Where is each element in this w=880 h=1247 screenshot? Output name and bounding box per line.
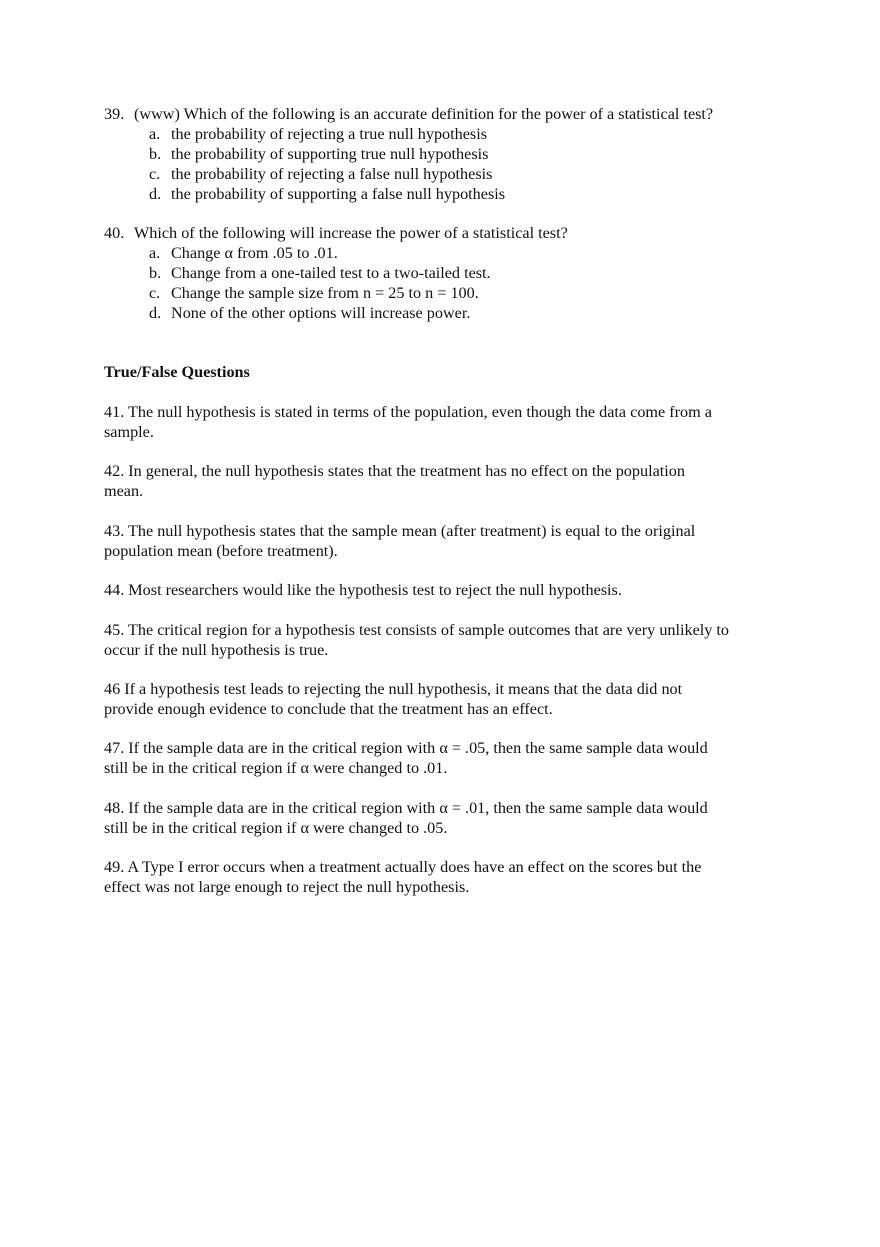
question-text: Which of the following will increase the power of a statistical test? <box>134 224 568 242</box>
option-a <box>104 243 784 263</box>
option-text: the probability of supporting a false null hypothesis <box>171 185 506 203</box>
question-line: 46 If a hypothesis test leads to rejecting the null hypothesis, it means that the data did not <box>104 680 683 698</box>
option-letter: c. <box>149 284 161 302</box>
option-letter: d. <box>149 304 162 322</box>
question-46 <box>104 679 784 719</box>
question-44 <box>104 580 784 600</box>
question-line: 42. In general, the null hypothesis states that the treatment has no effect on the population <box>104 462 685 480</box>
question-42 <box>104 461 784 501</box>
section-heading: True/False Questions <box>104 363 250 381</box>
question-text: (www) Which of the following is an accurate definition for the power of a statistical test? <box>134 105 714 123</box>
option-text: the probability of rejecting a true null hypothesis <box>171 125 488 143</box>
question-line: 45. The critical region for a hypothesis test consists of sample outcomes that are very unlikely to <box>104 621 730 639</box>
option-letter: b. <box>149 145 162 163</box>
option-c <box>104 164 784 184</box>
option-letter: b. <box>149 264 162 282</box>
question-line: 49. A Type I error occurs when a treatment actually does have an effect on the scores but the <box>104 858 702 876</box>
option-d <box>104 184 784 204</box>
question-39 <box>104 104 784 204</box>
option-letter: d. <box>149 185 162 203</box>
option-text: the probability of rejecting a false null hypothesis <box>171 165 493 183</box>
question-line: 44. Most researchers would like the hypothesis test to reject the null hypothesis. <box>104 581 622 599</box>
option-a <box>104 124 784 144</box>
question-40 <box>104 223 784 323</box>
question-line: still be in the critical region if α were changed to .05. <box>104 819 448 837</box>
question-number: 40. <box>104 224 125 242</box>
question-line: population mean (before treatment). <box>104 542 338 560</box>
option-b <box>104 144 784 164</box>
question-line: sample. <box>104 423 154 441</box>
question-45 <box>104 620 784 660</box>
option-text: Change the sample size from n = 25 to n = 100. <box>171 284 479 302</box>
question-49 <box>104 857 784 897</box>
question-41 <box>104 402 784 442</box>
question-number: 39. <box>104 105 125 123</box>
option-letter: a. <box>149 244 161 262</box>
question-47 <box>104 738 784 778</box>
question-line: still be in the critical region if α were changed to .01. <box>104 759 448 777</box>
question-43 <box>104 521 784 561</box>
option-text: None of the other options will increase power. <box>171 304 471 322</box>
question-48 <box>104 798 784 838</box>
option-letter: a. <box>149 125 161 143</box>
option-d <box>104 303 784 323</box>
question-line: 41. The null hypothesis is stated in terms of the population, even though the data come from a <box>104 403 712 421</box>
question-line: mean. <box>104 482 144 500</box>
question-line: 47. If the sample data are in the critical region with α = .05, then the same sample data would <box>104 739 708 757</box>
option-c <box>104 283 784 303</box>
option-text: the probability of supporting true null hypothesis <box>171 145 489 163</box>
option-b <box>104 263 784 283</box>
question-line: 48. If the sample data are in the critical region with α = .01, then the same sample data would <box>104 799 708 817</box>
option-text: Change α from .05 to .01. <box>171 244 338 262</box>
question-line: effect was not large enough to reject the null hypothesis. <box>104 878 470 896</box>
question-line: occur if the null hypothesis is true. <box>104 641 329 659</box>
option-text: Change from a one-tailed test to a two-tailed test. <box>171 264 491 282</box>
option-letter: c. <box>149 165 161 183</box>
question-line: provide enough evidence to conclude that the treatment has an effect. <box>104 700 553 718</box>
question-line: 43. The null hypothesis states that the sample mean (after treatment) is equal to the original <box>104 522 696 540</box>
